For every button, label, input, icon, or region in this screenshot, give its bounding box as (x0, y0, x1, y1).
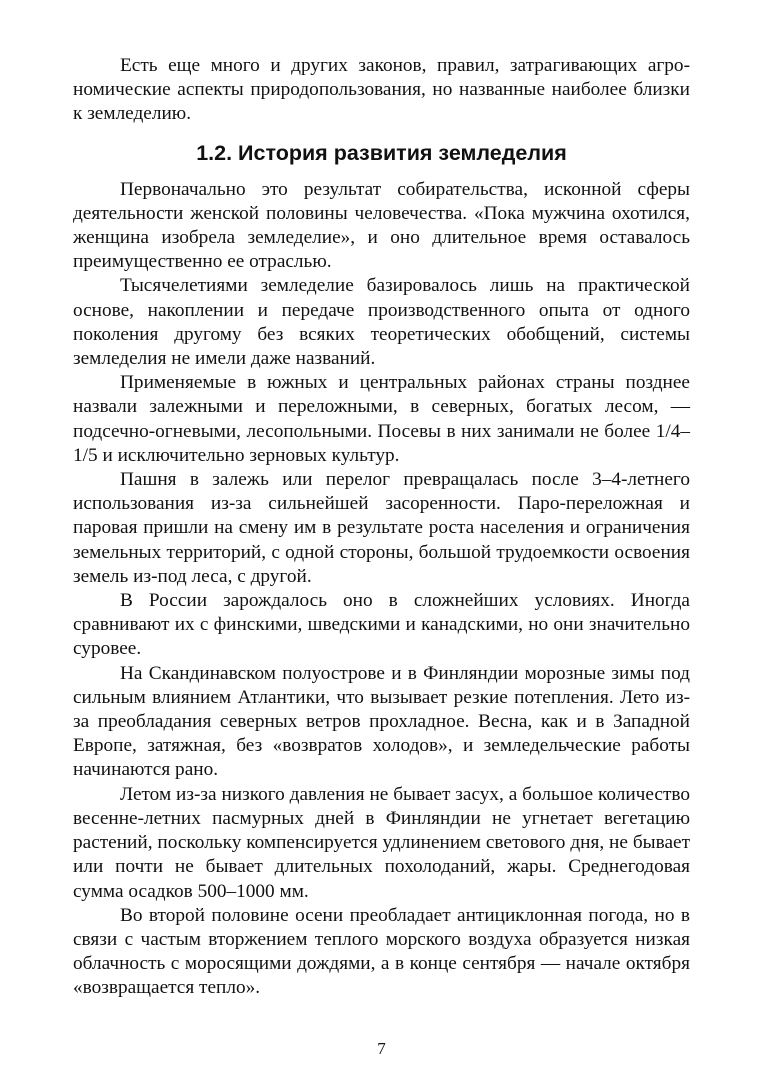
paragraph-origins: Первоначально это результат собирательства, исконной сферы деятельности женской половины человечества. «Пока мужчина охотился, женщина изобрела земледелие», и оно длительное время оставалось преимущественно ее отраслью. (73, 178, 690, 273)
paragraph-scandinavia: На Скандинавском полуострове и в Финляндии морозные зимы под сильным влиянием Атлантики, что вызывает резкие потепления. Лето из-за преобладания северных ветров прохладное. Весна, как и в Западной Европе, затяжная, без «возвратов холодов», и земледельческие работы начинаются рано. (73, 662, 690, 781)
paragraph-system-names: Применяемые в южных и центральных районах страны позднее назвали залежными и переложными, в северных, богатых лесом, — подсечно-огневыми, лесопольными. Посевы в них занимали не более 1/4–1/5 и исключительно зерновых культур. (73, 372, 690, 466)
intro-paragraph: Есть еще много и других законов, правил, затрагивающих агрономические аспекты природопользования, но названные наиболее близки к земледелию. (73, 55, 690, 125)
paragraph-autumn: Во второй половине осени преобладает антициклонная погода, но в связи с частым вторжением теплого морского воздуха образуется низкая облачность с моросящими дождями, а в конце сентября — начале октября «возвращается тепло». (73, 904, 690, 999)
section-title: 1.2. История развития земледелия (196, 140, 567, 165)
paragraph-summer: Летом из-за низкого давления не бывает засух, а большое количество весенне-летних пасмурных дней в Финляндии не угнетает вегетацию растений, поскольку компенсируется удлинением светового дня, не бывает или почти не бывает длительных похолоданий, жары. Среднегодовая сумма осадков 500–1000 мм. (73, 783, 690, 902)
paragraph-practical-basis: Тысячелетиями земледелие базировалось лишь на практической основе, накоплении и передаче производственного опыта от одного поколения другому без всяких теоретических обобщений, системы земледелия не имели даже названий. (73, 275, 690, 370)
paragraph-fallow: Пашня в залежь или перелог превращалась после 3–4-летнего использования из-за сильнейшей засоренности. Паро-переложная и паровая пришли на смену им в результате роста населения и ограничения земельных территорий, с одной стороны, большой трудоемкости освоения земель из-под леса, с другой. (73, 469, 690, 587)
page-content (73, 54, 690, 1001)
page-number: 7 (377, 1039, 386, 1058)
paragraph-russia-conditions: В России зарождалось оно в сложнейших условиях. Иногда сравнивают их с финскими, шведскими и канадскими, но они значительно суровее. (73, 590, 690, 660)
